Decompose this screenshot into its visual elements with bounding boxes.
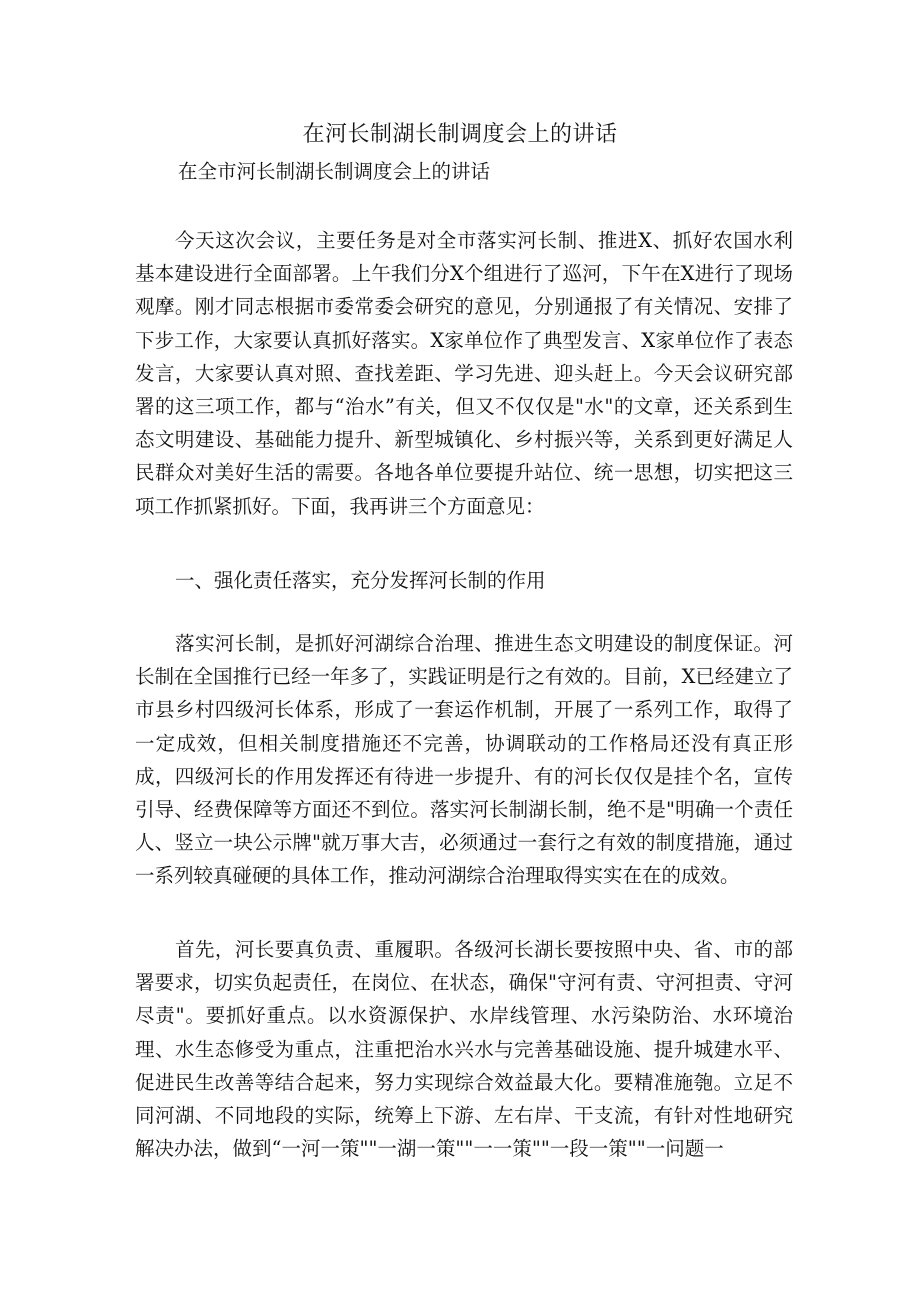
document-subtitle: 在全市河长制湖长制调度会上的讲话 (178, 160, 491, 183)
section-heading-1: 一、强化责任落实，充分发挥河长制的作用 (175, 569, 546, 592)
paragraph-first-point: 首先，河长要真负责、重履职。各级河长湖长要按照中央、省、市的部署要求，切实负起责任，在岗位、在状态，确保"守河有责、守河担责、守河尽责"。要抓好重点。以水资源保护、水岸线管理、水污染防治、水环境治理、水生态修受为重点，注重把治水兴水与完善基础设施、提升城建水平、促进民生改善等结合起来，努力实现综合效益最大化。要精准施匏。立足不同河湖、不同地段的实际，统筹上下游、左右岸、干支流，有针对性地研究解决办法，做到“一河一策""一湖一策""一一策""一段一策""一问题一 (135, 938, 793, 1161)
paragraph-river-chief-system: 落实河长制，是抓好河湖综合治理、推进生态文明建设的制度保证。河长制在全国推行已经一年多了，实践证明是行之有效的。目前，X已经建立了市县乡村四级河长体系，形成了一套运作机制，开展了一系列工作，取得了一定成效，但相关制度措施还不完善，协调联动的工作格局还没有真正形成，四级河长的作用发挥还有待进一步提升、有的河长仅仅是挂个名，宣传引导、经费保障等方面还不到位。落实河长制湖长制，绝不是"明确一个责任人、竖立一块公示牌"就万事大吉，必须通过一套行之有效的制度措施，通过一系列较真碰硬的具体工作，推动河湖综合治理取得实实在在的成效。 (135, 632, 793, 888)
paragraph-intro: 今天这次会议，主要任务是对全市落实河长制、推进X、抓好农国水利基本建设进行全面部署。上午我们分X个组进行了巡河，下午在X进行了现场观摩。刚才同志根据市委常委会研究的意见，分别通报了有关情况、安排了下步工作，大家要认真抓好落实。X家单位作了典型发言、X家单位作了表态发言，大家要认真对照、查找差距、学习先进、迎头赶上。今天会议研究部署的这三项工作，都与“治水”有关，但又不仅仅是"水"的文章，还关系到生态文明建设、基础能力提升、新型城镇化、乡村振兴等，关系到更好满足人民群众对美好生活的需要。各地各单位要提升站位、统一思想，切实把这三项工作抓紧抓好。下面，我再讲三个方面意见： (135, 229, 793, 518)
document-title: 在河长制湖长制调度会上的讲话 (302, 122, 618, 147)
